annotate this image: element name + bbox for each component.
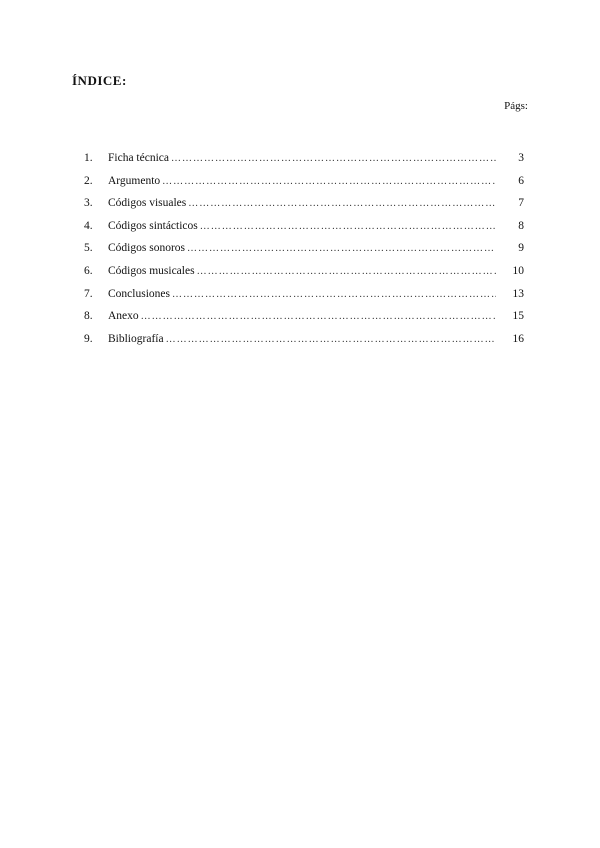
table-of-contents: [84, 152, 524, 355]
toc-entry-number: 1.: [84, 152, 93, 164]
toc-entry-page: 10: [512, 264, 524, 277]
toc-entry-number: 4.: [84, 219, 93, 232]
toc-entry-title: Anexo: [108, 310, 139, 323]
toc-leader-dots: [172, 289, 496, 300]
toc-entry-page: 3: [518, 152, 524, 164]
toc-leader-dots: [166, 334, 496, 345]
toc-entry: [84, 242, 524, 265]
toc-entry-number: 9.: [84, 332, 93, 345]
toc-leader-dots: [197, 266, 496, 277]
toc-entry-page: 15: [512, 310, 524, 323]
toc-leader-dots: [200, 221, 496, 232]
toc-entry-title: Conclusiones: [108, 287, 170, 300]
toc-entry-title: Códigos sintácticos: [108, 219, 198, 232]
toc-entry-number: 7.: [84, 287, 93, 300]
toc-entry: [84, 310, 524, 333]
toc-entry-number: 3.: [84, 197, 93, 210]
toc-entry-page: 13: [512, 287, 524, 300]
toc-entry-page: 8: [518, 219, 524, 232]
toc-leader-dots: [188, 198, 496, 209]
toc-entry-page: 6: [518, 174, 524, 187]
toc-entry-title: Códigos visuales: [108, 197, 187, 210]
toc-leader-dots: [141, 311, 496, 322]
toc-entry: [84, 152, 524, 175]
toc-leader-dots: [187, 243, 496, 254]
toc-entry: [84, 220, 524, 243]
toc-entry: [84, 288, 524, 311]
pages-column-label: Págs:: [504, 100, 528, 112]
toc-entry: [84, 197, 524, 220]
toc-entry: [84, 265, 524, 288]
toc-leader-dots: [162, 176, 496, 187]
toc-entry-title: Ficha técnica: [108, 152, 169, 164]
toc-entry-title: Códigos musicales: [108, 264, 195, 277]
toc-entry-title: Argumento: [108, 174, 161, 187]
toc-entry-title: Códigos sonoros: [108, 242, 185, 255]
toc-entry-number: 8.: [84, 310, 93, 323]
toc-entry-number: 5.: [84, 242, 93, 255]
toc-entry: [84, 175, 524, 198]
toc-entry-page: 9: [518, 242, 524, 255]
page-title: ÍNDICE:: [72, 73, 127, 88]
toc-entry-title: Bibliografía: [108, 332, 164, 345]
toc-entry-page: 16: [512, 332, 524, 345]
toc-leader-dots: [171, 153, 496, 164]
toc-entry-number: 6.: [84, 264, 93, 277]
toc-entry-page: 7: [518, 197, 524, 210]
toc-entry: [84, 333, 524, 356]
toc-entry-number: 2.: [84, 174, 93, 187]
